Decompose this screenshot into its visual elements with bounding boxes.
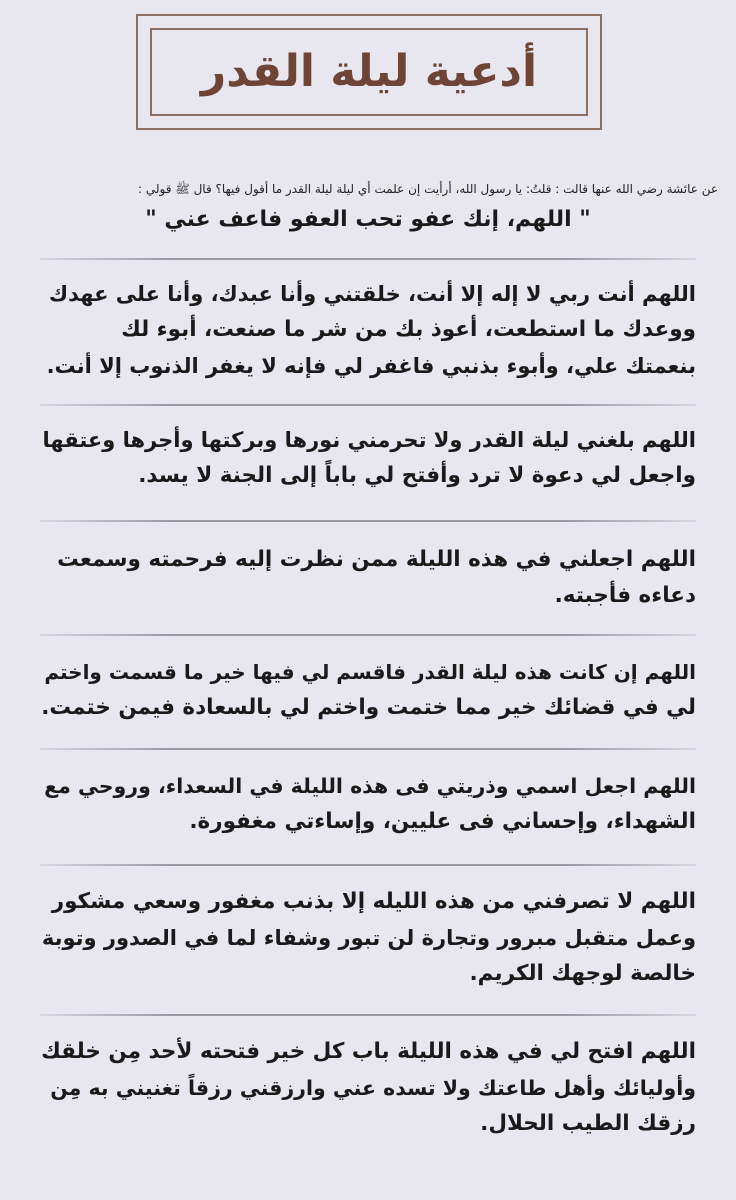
page-title: أدعية ليلة القدر bbox=[200, 46, 538, 97]
dua-line: وعمل متقبل مبرور وتجارة لن تبور وشفاء لما في الصدور وتوبة bbox=[41, 926, 696, 950]
divider bbox=[40, 864, 696, 866]
dua-line: رزقك الطيب الحلال. bbox=[480, 1111, 696, 1136]
dua-1 bbox=[40, 276, 696, 384]
divider bbox=[40, 1014, 696, 1016]
dua-line: اللهم اجعلني في هذه الليلة ممن نظرت إليه فرحمته وسمعت bbox=[57, 547, 696, 572]
dua-2 bbox=[40, 422, 696, 494]
divider bbox=[40, 748, 696, 750]
dua-5 bbox=[40, 768, 696, 840]
title-frame bbox=[136, 14, 602, 130]
main-dua: " اللهم، إنك عفو تحب العفو فاعف عني " bbox=[145, 207, 591, 232]
divider bbox=[40, 520, 696, 522]
dua-line: اللهم إن كانت هذه ليلة القدر فاقسم لي فيها خير ما قسمت واختم bbox=[44, 660, 696, 684]
dua-line: الشهداء، وإحساني فى عليين، وإساءتي مغفورة. bbox=[189, 809, 696, 834]
hadith-intro: عن عائشة رضي الله عنها قالت : قلتُ: يا رسول الله، أرأيت إن علمت أي ليلة ليلة القدر ما أقول فيها؟ قال ﷺ قولي : bbox=[138, 182, 718, 196]
dua-line: اللهم بلغني ليلة القدر ولا تحرمني نورها وبركتها وأجرها وعتقها bbox=[42, 428, 696, 452]
dua-line: خالصة لوجهك الكريم. bbox=[469, 961, 696, 986]
divider bbox=[40, 258, 696, 260]
dua-line: اللهم أنت ربي لا إله إلا أنت، خلقتني وأنا عبدك، وأنا على عهدك bbox=[48, 282, 696, 306]
dua-3 bbox=[40, 542, 696, 614]
divider bbox=[40, 634, 696, 636]
dua-line: دعاءه فأجبته. bbox=[554, 583, 696, 608]
dua-line: اللهم اجعل اسمي وذريتي فى هذه الليلة في السعداء، وروحي مع bbox=[44, 774, 696, 798]
dua-4 bbox=[40, 654, 696, 726]
dua-7 bbox=[40, 1034, 696, 1142]
dua-line: لي في قضائك خير مما ختمت واختم لي بالسعادة فيمن ختمت. bbox=[41, 695, 696, 720]
dua-line: ووعدك ما استطعت، أعوذ بك من شر ما صنعت، أبوء لك bbox=[121, 317, 696, 342]
dua-line: اللهم افتح لي في هذه الليلة باب كل خير فتحته لأحد مِن خلقك bbox=[41, 1039, 696, 1064]
divider bbox=[40, 404, 696, 406]
dua-6 bbox=[40, 884, 696, 992]
dua-line: بنعمتك علي، وأبوء بذنبي فاغفر لي فإنه لا يغفر الذنوب إلا أنت. bbox=[46, 354, 696, 378]
dua-line: اللهم لا تصرفني من هذه الليله إلا بذنب مغفور وسعي مشكور bbox=[51, 889, 696, 914]
dua-line: واجعل لي دعوة لا ترد وأفتح لي باباً إلى الجنة لا يسد. bbox=[138, 463, 696, 488]
dua-line: وأوليائك وأهل طاعتك ولا تسده عني وارزقني رزقاً تغنيني به مِن bbox=[50, 1076, 696, 1100]
